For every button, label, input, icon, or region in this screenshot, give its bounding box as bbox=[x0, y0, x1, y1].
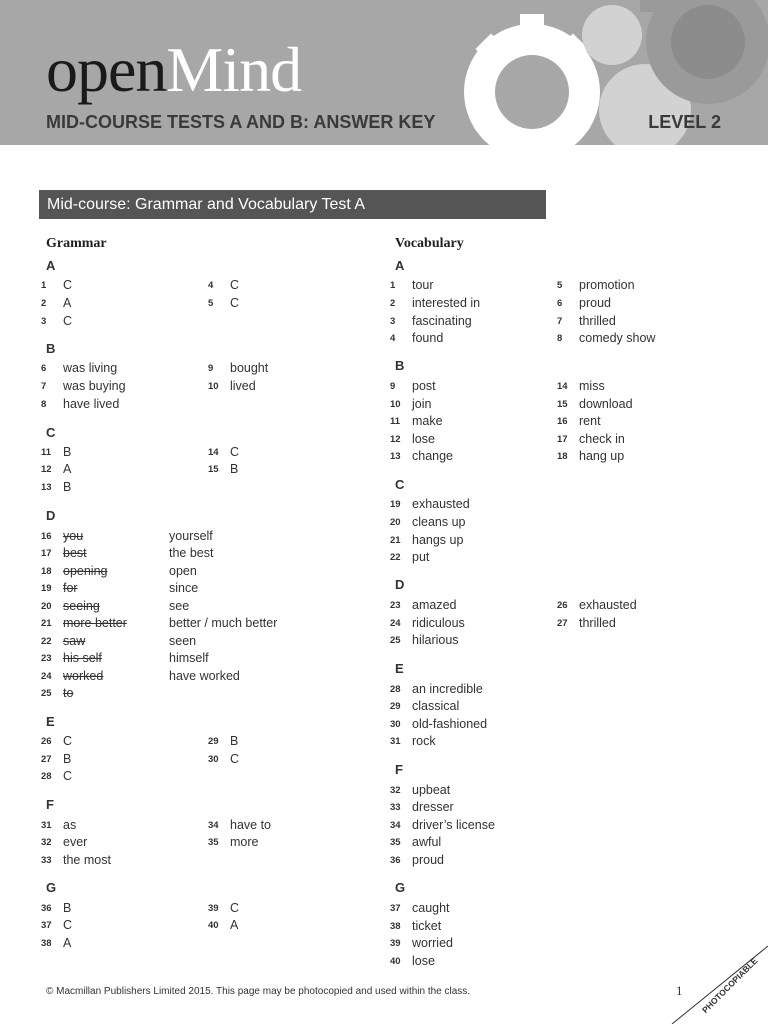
item-number: 2 bbox=[390, 298, 396, 309]
item-number: 1 bbox=[41, 280, 47, 291]
vocabulary-section-label: D bbox=[395, 577, 405, 592]
answer-text: was living bbox=[63, 361, 118, 375]
item-number: 20 bbox=[41, 601, 52, 612]
vocabulary-section-label: C bbox=[395, 477, 405, 492]
logo-open: open bbox=[46, 34, 167, 105]
grammar-title: Grammar bbox=[46, 236, 107, 251]
answer-text: upbeat bbox=[412, 783, 451, 797]
answer-text: rent bbox=[579, 414, 601, 428]
answer-text: fascinating bbox=[412, 314, 472, 328]
grammar-section-label: A bbox=[46, 258, 56, 273]
answer-text: as bbox=[63, 818, 77, 832]
item-number: 27 bbox=[557, 618, 568, 629]
answer-text: proud bbox=[579, 296, 611, 310]
vocabulary-section-label: F bbox=[395, 762, 403, 777]
answer-text: B bbox=[63, 445, 72, 459]
item-number: 25 bbox=[390, 635, 401, 646]
answer-text: more bbox=[230, 835, 259, 849]
item-number: 34 bbox=[208, 820, 219, 831]
item-number: 15 bbox=[208, 464, 219, 475]
answer-text: C bbox=[230, 296, 240, 310]
item-number: 1 bbox=[390, 280, 396, 291]
item-number: 14 bbox=[208, 447, 219, 458]
item-number: 31 bbox=[390, 736, 401, 747]
item-number: 31 bbox=[41, 820, 52, 831]
item-number: 35 bbox=[208, 837, 219, 848]
item-number: 9 bbox=[208, 363, 214, 374]
item-number: 19 bbox=[41, 583, 52, 594]
item-number: 18 bbox=[41, 566, 52, 577]
answer-text: awful bbox=[412, 835, 442, 849]
item-number: 14 bbox=[557, 381, 568, 392]
answer-text: A bbox=[63, 296, 72, 310]
item-number: 37 bbox=[390, 903, 401, 914]
correction-text: have worked bbox=[169, 669, 240, 683]
answer-text: miss bbox=[579, 379, 605, 393]
answer-text: A bbox=[230, 918, 239, 932]
item-number: 21 bbox=[41, 618, 52, 629]
answer-text: make bbox=[412, 414, 443, 428]
document-subtitle: MID-COURSE TESTS A AND B: ANSWER KEY bbox=[46, 112, 436, 132]
answer-text: lived bbox=[230, 379, 256, 393]
answer-text: exhausted bbox=[579, 598, 637, 612]
answer-text: amazed bbox=[412, 598, 457, 612]
logo-mind: Mind bbox=[166, 34, 302, 105]
answer-text: proud bbox=[412, 853, 444, 867]
item-number: 18 bbox=[557, 451, 568, 462]
answer-text: hangs up bbox=[412, 533, 464, 547]
answer-text: an incredible bbox=[412, 682, 483, 696]
item-number: 39 bbox=[390, 938, 401, 949]
answer-text: ever bbox=[63, 835, 88, 849]
answer-text: worried bbox=[412, 936, 453, 950]
item-number: 17 bbox=[41, 548, 52, 559]
grammar-section-label: C bbox=[46, 425, 56, 440]
photocopiable-label: PHOTOCOPIABLE bbox=[700, 955, 760, 1016]
vocabulary-section-label: A bbox=[395, 258, 405, 273]
crossed-out-word: worked bbox=[63, 669, 104, 683]
item-number: 4 bbox=[390, 333, 396, 344]
item-number: 6 bbox=[557, 298, 563, 309]
item-number: 21 bbox=[390, 535, 401, 546]
answer-text: C bbox=[230, 752, 240, 766]
item-number: 25 bbox=[41, 688, 52, 699]
item-number: 10 bbox=[208, 381, 219, 392]
item-number: 8 bbox=[41, 399, 47, 410]
answer-text: check in bbox=[579, 432, 625, 446]
test-banner: Mid-course: Grammar and Vocabulary Test A bbox=[39, 190, 546, 219]
answer-text: C bbox=[63, 278, 73, 292]
grammar-section-label: B bbox=[46, 341, 56, 356]
item-number: 24 bbox=[390, 618, 401, 629]
item-number: 17 bbox=[557, 434, 568, 445]
crossed-out-word: his self bbox=[63, 651, 102, 665]
answer-text: hilarious bbox=[412, 633, 459, 647]
answer-text: dresser bbox=[412, 800, 454, 814]
answer-text: join bbox=[412, 397, 432, 411]
answer-text: A bbox=[63, 462, 72, 476]
crossed-out-word: best bbox=[63, 546, 87, 560]
correction-text: yourself bbox=[169, 529, 213, 543]
answer-text: interested in bbox=[412, 296, 481, 310]
item-number: 32 bbox=[390, 785, 401, 796]
answer-text: thrilled bbox=[579, 314, 616, 328]
item-number: 29 bbox=[208, 736, 219, 747]
item-number: 12 bbox=[41, 464, 52, 475]
item-number: 22 bbox=[41, 636, 52, 647]
crossed-out-word: you bbox=[63, 529, 84, 543]
answer-text: lose bbox=[412, 432, 435, 446]
item-number: 24 bbox=[41, 671, 52, 682]
grammar-section-label: G bbox=[46, 880, 57, 895]
answer-text: C bbox=[63, 314, 73, 328]
item-number: 33 bbox=[41, 855, 52, 866]
item-number: 30 bbox=[208, 754, 219, 765]
crossed-out-word: seeing bbox=[63, 599, 100, 613]
crossed-out-word: more better bbox=[63, 616, 127, 630]
answer-text: classical bbox=[412, 699, 460, 713]
item-number: 3 bbox=[41, 316, 47, 327]
grammar-section-label: D bbox=[46, 508, 56, 523]
answer-text: C bbox=[230, 901, 240, 915]
answer-text: B bbox=[230, 734, 239, 748]
answer-text: cleans up bbox=[412, 515, 466, 529]
item-number: 4 bbox=[208, 280, 214, 291]
item-number: 10 bbox=[390, 399, 401, 410]
crossed-out-word: saw bbox=[63, 634, 86, 648]
answer-text: exhausted bbox=[412, 497, 470, 511]
answer-text: was buying bbox=[63, 379, 126, 393]
item-number: 7 bbox=[557, 316, 563, 327]
item-number: 37 bbox=[41, 920, 52, 931]
answer-text: bought bbox=[230, 361, 269, 375]
answer-text: change bbox=[412, 449, 454, 463]
item-number: 9 bbox=[390, 381, 396, 392]
vocabulary-section-label: B bbox=[395, 358, 405, 373]
crossed-out-word: opening bbox=[63, 564, 108, 578]
correction-text: open bbox=[169, 564, 197, 578]
answer-text: C bbox=[63, 918, 73, 932]
answer-text: have lived bbox=[63, 397, 120, 411]
answer-text: driver’s license bbox=[412, 818, 495, 832]
item-number: 29 bbox=[390, 701, 401, 712]
answer-text: C bbox=[63, 734, 73, 748]
answer-text: found bbox=[412, 331, 444, 345]
item-number: 5 bbox=[208, 298, 214, 309]
answer-text: download bbox=[579, 397, 633, 411]
correction-text: himself bbox=[169, 651, 209, 665]
item-number: 16 bbox=[557, 416, 568, 427]
item-number: 20 bbox=[390, 517, 401, 528]
answer-text: B bbox=[230, 462, 239, 476]
crossed-out-word: for bbox=[63, 581, 78, 595]
answer-text: hang up bbox=[579, 449, 625, 463]
item-number: 15 bbox=[557, 399, 568, 410]
answer-text: B bbox=[63, 752, 72, 766]
item-number: 36 bbox=[41, 903, 52, 914]
item-number: 27 bbox=[41, 754, 52, 765]
item-number: 7 bbox=[41, 381, 47, 392]
answer-text: the most bbox=[63, 853, 111, 867]
vocabulary-title: Vocabulary bbox=[395, 236, 464, 251]
item-number: 34 bbox=[390, 820, 401, 831]
item-number: 28 bbox=[390, 684, 401, 695]
item-number: 3 bbox=[390, 316, 396, 327]
item-number: 26 bbox=[41, 736, 52, 747]
vocabulary-section-label: E bbox=[395, 661, 404, 676]
answer-text: A bbox=[63, 936, 72, 950]
correction-text: the best bbox=[169, 546, 214, 560]
item-number: 38 bbox=[390, 921, 401, 932]
item-number: 22 bbox=[390, 552, 401, 563]
item-number: 40 bbox=[390, 956, 401, 967]
answer-text: caught bbox=[412, 901, 450, 915]
item-number: 5 bbox=[557, 280, 563, 291]
answer-text: C bbox=[230, 278, 240, 292]
answer-text: B bbox=[63, 480, 72, 494]
answer-text: have to bbox=[230, 818, 272, 832]
answer-text: C bbox=[63, 769, 73, 783]
answer-text: put bbox=[412, 550, 430, 564]
correction-text: see bbox=[169, 599, 190, 613]
item-number: 23 bbox=[41, 653, 52, 664]
item-number: 40 bbox=[208, 920, 219, 931]
item-number: 39 bbox=[208, 903, 219, 914]
answer-text: ticket bbox=[412, 919, 442, 933]
item-number: 16 bbox=[41, 531, 52, 542]
page-number: 1 bbox=[676, 983, 683, 998]
answer-text: lose bbox=[412, 954, 435, 968]
answer-text: ridiculous bbox=[412, 616, 465, 630]
answer-text: B bbox=[63, 901, 72, 915]
answer-text: old-fashioned bbox=[412, 717, 488, 731]
answer-text: rock bbox=[412, 734, 436, 748]
item-number: 19 bbox=[390, 499, 401, 510]
item-number: 35 bbox=[390, 837, 401, 848]
grammar-section-label: E bbox=[46, 714, 55, 729]
item-number: 8 bbox=[557, 333, 563, 344]
item-number: 32 bbox=[41, 837, 52, 848]
level-label: LEVEL 2 bbox=[648, 112, 721, 132]
copyright-footer: © Macmillan Publishers Limited 2015. This page may be photocopied and used within the class. bbox=[46, 986, 471, 997]
grammar-section-label: F bbox=[46, 797, 54, 812]
item-number: 6 bbox=[41, 363, 47, 374]
answer-text: tour bbox=[412, 278, 434, 292]
correction-text: better / much better bbox=[169, 616, 278, 630]
item-number: 36 bbox=[390, 855, 401, 866]
item-number: 13 bbox=[41, 482, 52, 493]
answer-text: promotion bbox=[579, 278, 635, 292]
crossed-out-word: to bbox=[63, 686, 74, 700]
answer-text: thrilled bbox=[579, 616, 616, 630]
item-number: 33 bbox=[390, 802, 401, 813]
answer-text: post bbox=[412, 379, 436, 393]
item-number: 38 bbox=[41, 938, 52, 949]
correction-text: seen bbox=[169, 634, 197, 648]
item-number: 28 bbox=[41, 771, 52, 782]
item-number: 2 bbox=[41, 298, 47, 309]
answer-text: comedy show bbox=[579, 331, 656, 345]
item-number: 13 bbox=[390, 451, 401, 462]
item-number: 26 bbox=[557, 600, 568, 611]
vocabulary-section-label: G bbox=[395, 880, 406, 895]
item-number: 12 bbox=[390, 434, 401, 445]
answer-text: C bbox=[230, 445, 240, 459]
item-number: 11 bbox=[390, 416, 401, 427]
item-number: 30 bbox=[390, 719, 401, 730]
item-number: 23 bbox=[390, 600, 401, 611]
item-number: 11 bbox=[41, 447, 52, 458]
correction-text: since bbox=[169, 581, 199, 595]
